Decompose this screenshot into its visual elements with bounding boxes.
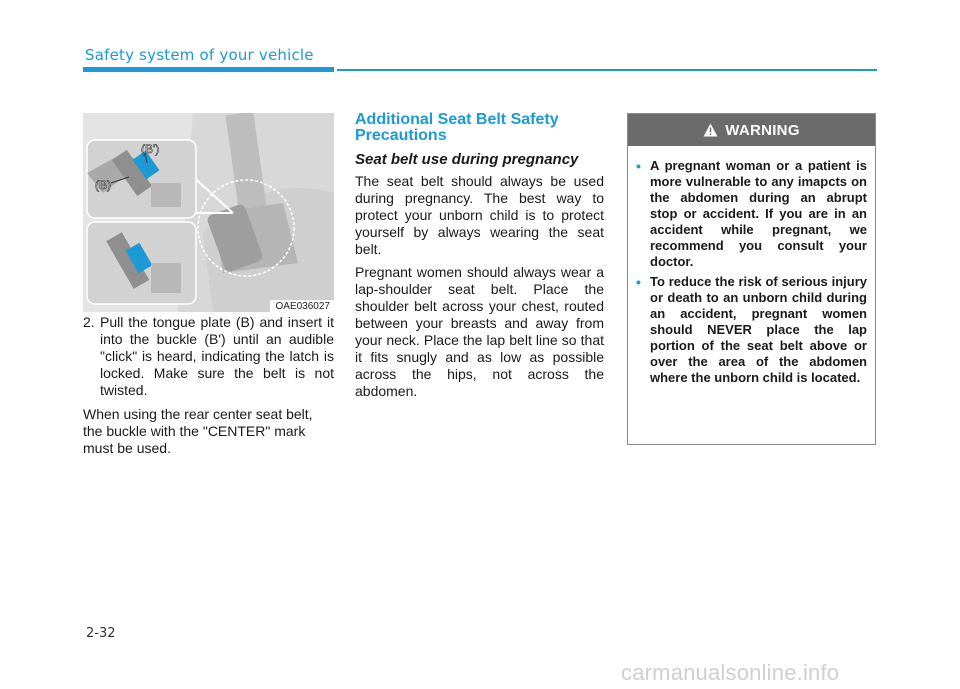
warning-item [636,158,867,270]
warning-item-text: A pregnant woman or a patient is more vulnerable to any imapcts on the abdomen during an abrupt stop or accident. If you are in an accident while pregnant, we recommend you consult your doctor. [650,158,867,269]
warning-item [636,274,867,386]
pregnancy-text [355,173,604,406]
warning-list [628,146,875,386]
step-text: Pull the tongue plate (B) and insert it into the buckle (B') until an audible "click" is heard, indicating the latch is locked. Make sure the belt is not twisted. [100,314,334,398]
paragraph-2: Pregnant women should always wear a lap-shoulder seat belt. Place the shoulder belt across your chest, routed between your breasts and away from your neck. Place the lap belt line so that it fits snugly and as low as possible across the hips, not across the abdomen. [355,264,604,399]
label-b: (B) [95,178,111,192]
warning-header [628,114,875,146]
warning-item-text: To reduce the risk of serious injury or death to an unborn child during an accident, pregnant women should NEVER place the lap portion of the seat belt above or over the area of the abdomen where the unborn child is located. [650,274,867,385]
seat-belt-figure [83,113,334,312]
seat-belt-illustration [83,113,334,312]
label-b-prime: (B') [141,142,160,156]
center-belt-note: When using the rear center seat belt, the buckle with the "CENTER" mark must be used. [83,406,313,456]
bullet-icon: • [636,158,641,174]
header-rule-thick [83,67,334,72]
page-number: 2-32 [86,626,116,641]
warning-box [627,113,876,445]
warning-title: WARNING [725,121,800,139]
subheading: Seat belt use during pregnancy [355,151,579,168]
step-2 [83,314,334,399]
bullet-icon: • [636,274,641,290]
figure-code: OAE036027 [270,300,335,312]
watermark: carmanualsonline.info [621,660,840,685]
paragraph-1: The seat belt should always be used during pregnancy. The best way to protect your unborn child is to protect yourself by always wearing the seat belt. [355,173,604,257]
section-heading: Additional Seat Belt Safety Precautions [355,111,559,144]
header-rule-thin [337,69,877,71]
step-number: 2. [83,314,95,330]
warning-triangle-icon [703,123,718,137]
section-title: Safety system of your vehicle [85,46,314,64]
